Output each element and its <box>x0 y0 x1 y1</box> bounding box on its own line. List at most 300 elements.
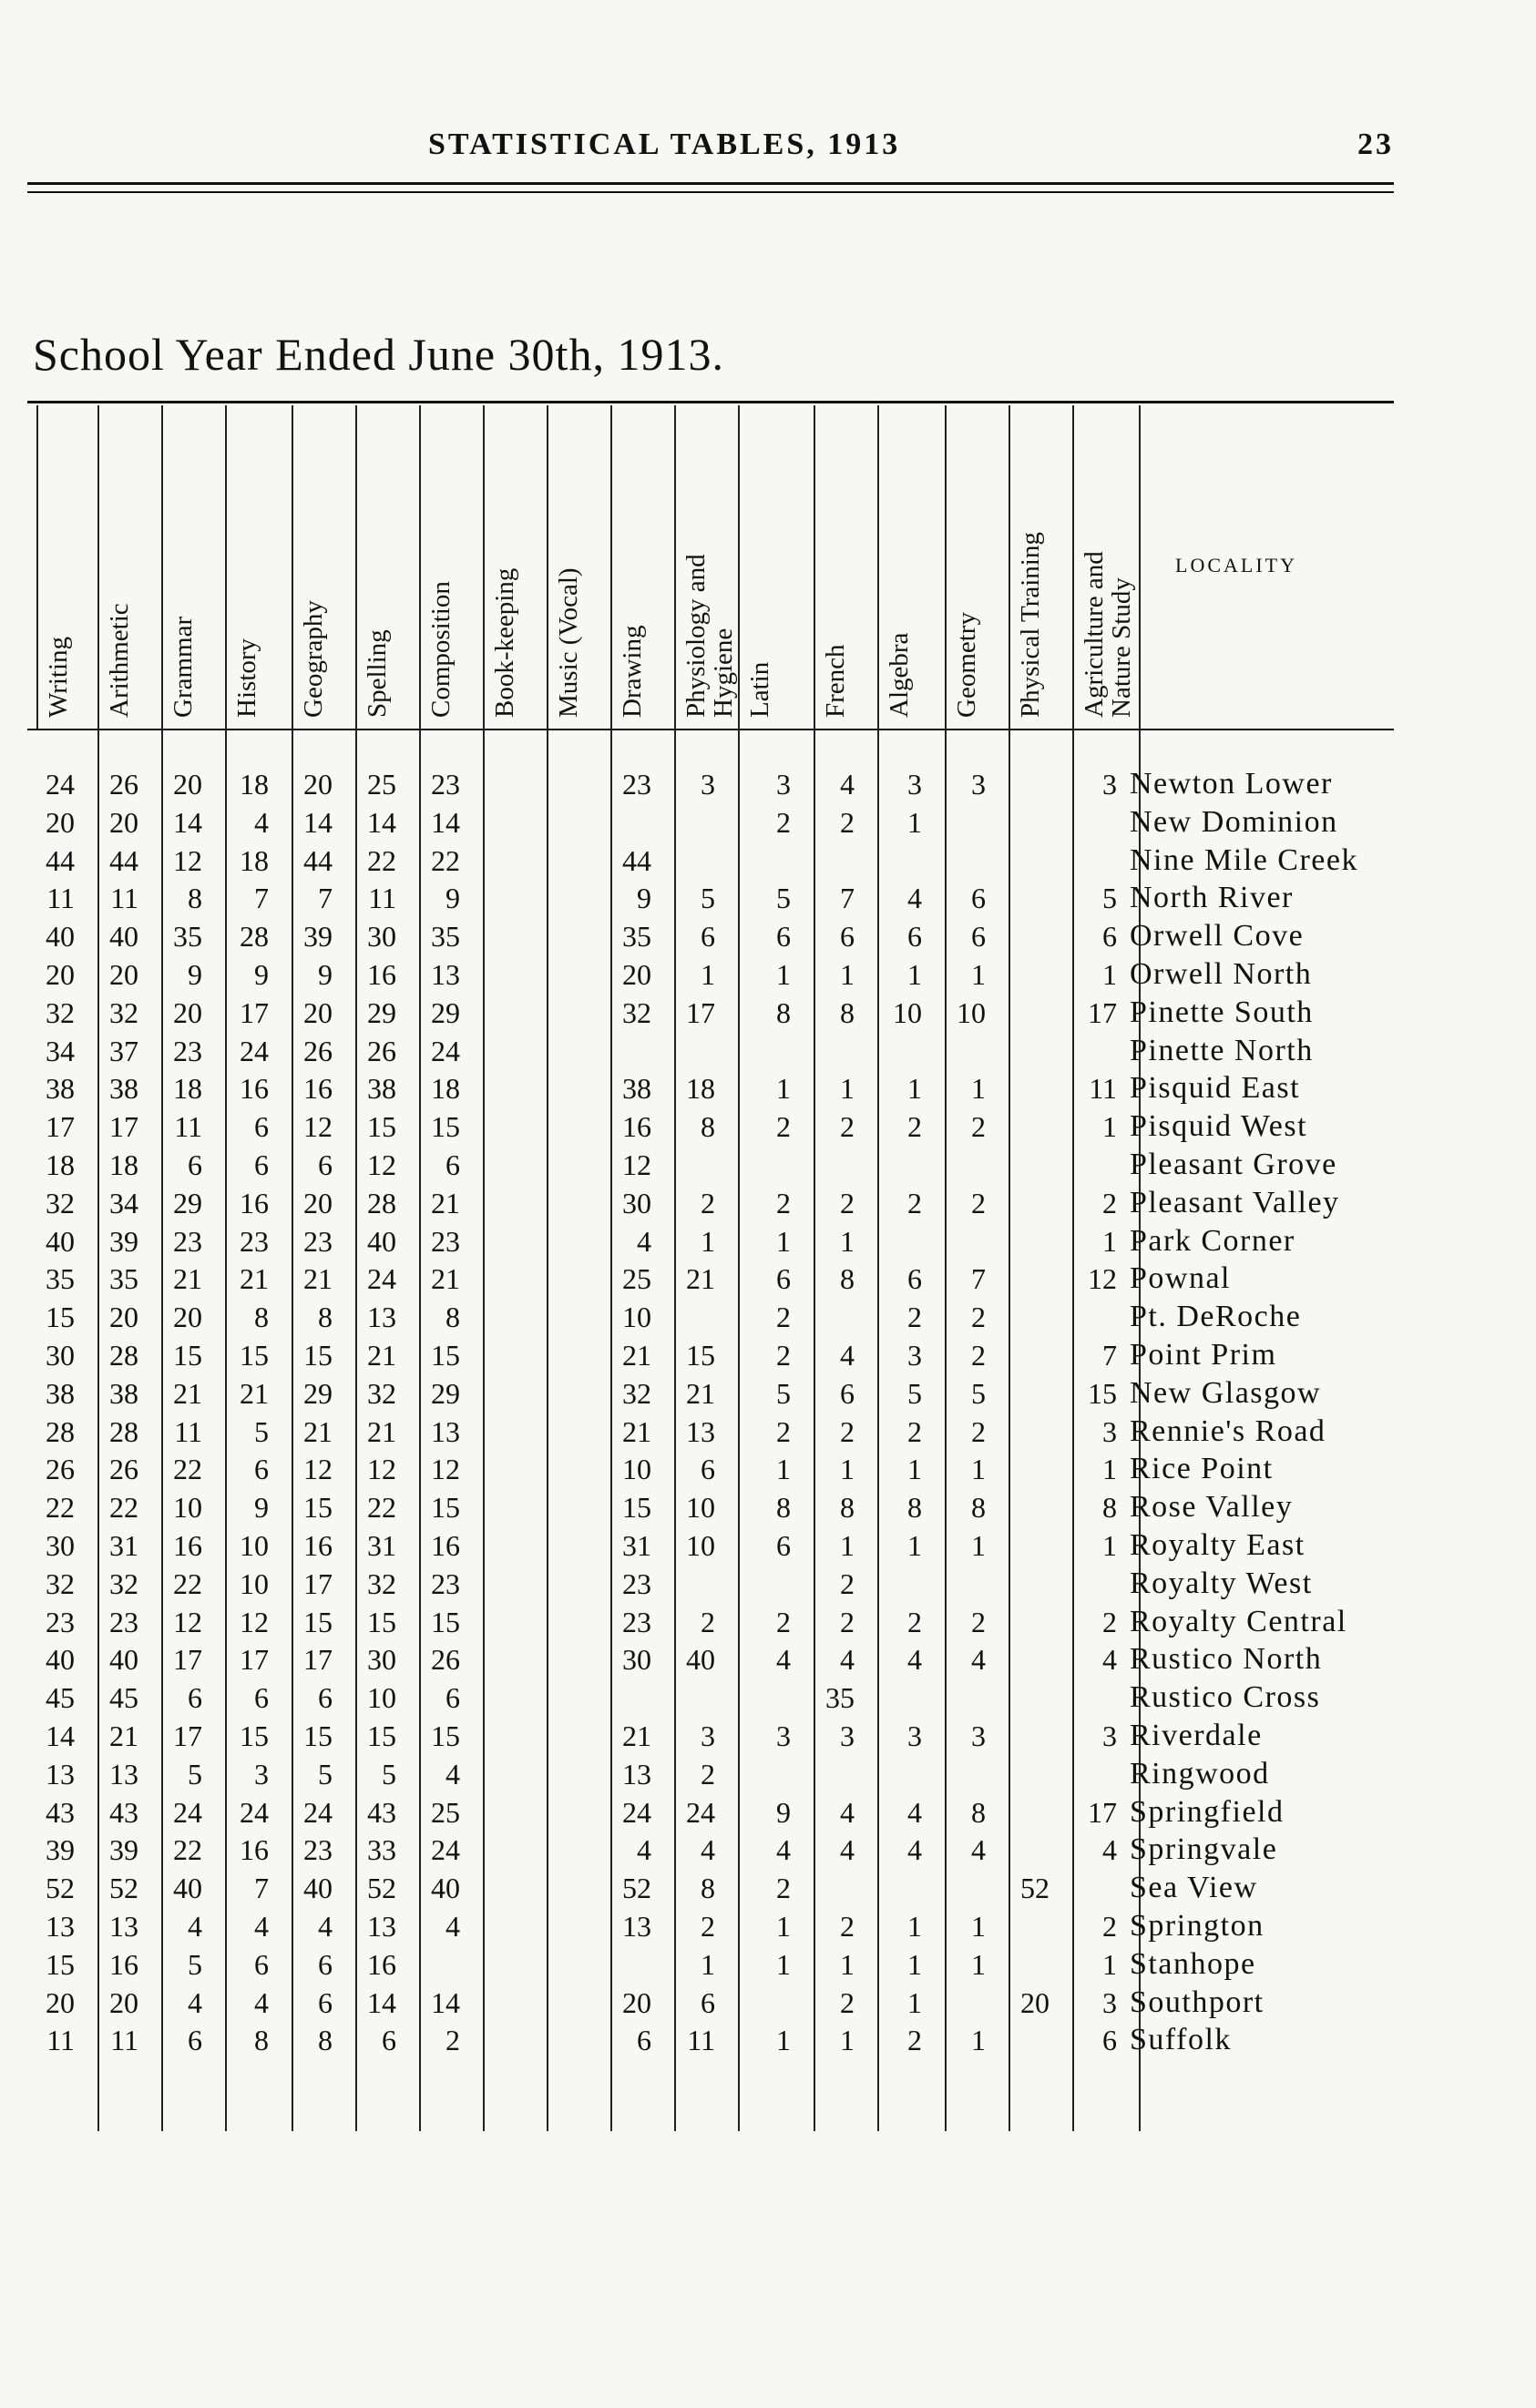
table-cell: 21 <box>303 1262 333 1296</box>
table-cell: 38 <box>46 1072 75 1106</box>
table-cell <box>537 1298 588 1336</box>
locality-name: New Glasgow <box>1130 1375 1322 1410</box>
table-cell: 17 <box>173 1719 202 1752</box>
table-cell <box>998 1755 1050 1793</box>
table-cell: 30 <box>46 1339 75 1372</box>
table-cell: 17 <box>173 1643 202 1677</box>
table-cell: 6 <box>254 1681 269 1715</box>
table-cell: 1 <box>1102 1224 1117 1258</box>
table-cell: 15 <box>367 1719 396 1752</box>
table-cell: 18 <box>240 843 269 877</box>
table-cell <box>664 1298 715 1336</box>
table-cell <box>473 1869 524 1907</box>
column-header: History <box>232 638 261 718</box>
table-cell: 3 <box>776 768 791 801</box>
table-cell: 4 <box>907 882 922 915</box>
column-header: Arithmetic <box>105 603 134 718</box>
table-cell: 13 <box>46 1757 75 1791</box>
table-cell <box>473 1678 524 1717</box>
table-cell <box>1066 1146 1117 1184</box>
locality-name: Rustico North <box>1130 1642 1323 1677</box>
table-cell <box>537 1565 588 1603</box>
table-cell <box>998 1260 1050 1298</box>
table-cell: 4 <box>971 1833 986 1867</box>
table-cell: 1 <box>1102 1110 1117 1144</box>
table-cell: 21 <box>367 1339 396 1372</box>
table-cell: 30 <box>622 1186 651 1219</box>
table-cell: 5 <box>382 1757 396 1791</box>
table-cell: 10 <box>893 995 922 1029</box>
table-cell <box>935 1984 986 2022</box>
table-cell: 52 <box>1020 1872 1050 1905</box>
table-cell: 14 <box>367 805 396 839</box>
table-cell: 30 <box>46 1529 75 1562</box>
table-cell: 4 <box>637 1833 651 1867</box>
table-cell: 4 <box>254 1985 269 2019</box>
table-cell: 35 <box>46 1262 75 1296</box>
table-cell: 23 <box>303 1224 333 1258</box>
table-cell: 1 <box>907 1072 922 1106</box>
table-cell: 2 <box>907 2024 922 2057</box>
table-cell <box>409 1945 460 1984</box>
table-cell: 2 <box>445 2024 460 2057</box>
table-cell: 2 <box>907 1301 922 1334</box>
table-cell: 44 <box>622 843 651 877</box>
table-cell <box>537 1450 588 1488</box>
table-cell: 6 <box>445 1681 460 1715</box>
table-cell <box>871 1869 922 1907</box>
table-cell <box>664 842 715 880</box>
table-cell: 16 <box>109 1947 138 1981</box>
table-cell: 1 <box>840 1947 855 1981</box>
table-cell: 1 <box>776 1224 791 1258</box>
table-cell <box>600 1032 651 1070</box>
table-cell: 32 <box>367 1566 396 1600</box>
table-cell: 32 <box>46 995 75 1029</box>
locality-name: Pownal <box>1130 1261 1231 1296</box>
table-cell: 16 <box>240 1833 269 1867</box>
table-cell <box>537 1984 588 2022</box>
table-cell: 23 <box>109 1605 138 1638</box>
column-rule <box>36 405 38 729</box>
table-cell: 4 <box>1102 1643 1117 1677</box>
table-cell: 34 <box>46 1034 75 1067</box>
table-cell: 2 <box>776 1414 791 1448</box>
table-cell: 7 <box>254 1872 269 1905</box>
table-cell: 12 <box>1088 1262 1117 1296</box>
locality-name: Pinette North <box>1130 1033 1314 1067</box>
table-cell: 20 <box>109 805 138 839</box>
table-cell <box>998 1945 1050 1984</box>
column-header: Composition <box>426 581 456 718</box>
table-cell: 16 <box>240 1186 269 1219</box>
table-cell <box>600 1945 651 1984</box>
table-cell: 26 <box>109 1453 138 1486</box>
table-cell: 52 <box>622 1872 651 1905</box>
table-cell: 16 <box>367 1947 396 1981</box>
table-cell: 15 <box>303 1719 333 1752</box>
table-cell: 20 <box>173 1301 202 1334</box>
table-cell: 11 <box>1089 1072 1117 1106</box>
table-cell: 5 <box>907 1376 922 1410</box>
table-cell: 15 <box>431 1491 460 1525</box>
table-cell: 2 <box>907 1110 922 1144</box>
table-cell: 15 <box>431 1110 460 1144</box>
table-cell: 25 <box>431 1795 460 1829</box>
table-cell: 2 <box>840 1186 855 1219</box>
table-cell: 21 <box>622 1339 651 1372</box>
table-cell: 28 <box>240 920 269 954</box>
table-cell: 10 <box>173 1491 202 1525</box>
table-cell: 2 <box>971 1339 986 1372</box>
column-header: Nature Study <box>1107 577 1136 718</box>
table-cell: 32 <box>109 995 138 1029</box>
table-cell: 2 <box>840 1566 855 1600</box>
table-cell: 13 <box>367 1910 396 1943</box>
table-cell: 35 <box>622 920 651 954</box>
column-header: Spelling <box>363 629 392 718</box>
table-cell <box>664 803 715 842</box>
table-cell: 22 <box>173 1833 202 1867</box>
table-cell <box>664 1565 715 1603</box>
table-cell: 17 <box>46 1110 75 1144</box>
locality-name: Southport <box>1130 1985 1265 2019</box>
table-cell: 35 <box>825 1681 855 1715</box>
locality-name: Pisquid West <box>1130 1109 1308 1144</box>
table-cell: 9 <box>445 882 460 915</box>
table-cell <box>473 1298 524 1336</box>
table-cell <box>998 1678 1050 1717</box>
table-cell <box>473 917 524 955</box>
table-cell <box>740 1678 791 1717</box>
table-cell: 12 <box>367 1453 396 1486</box>
table-cell: 17 <box>1088 1795 1117 1829</box>
table-cell: 20 <box>173 768 202 801</box>
table-cell: 5 <box>776 1376 791 1410</box>
table-cell: 6 <box>701 1453 715 1486</box>
table-cell: 15 <box>173 1339 202 1372</box>
table-cell <box>935 1869 986 1907</box>
table-cell <box>871 1222 922 1260</box>
table-cell: 20 <box>109 1985 138 2019</box>
header-rule-thin <box>27 191 1394 193</box>
table-cell: 6 <box>318 1947 333 1981</box>
table-cell <box>473 1336 524 1374</box>
table-cell: 1 <box>776 1910 791 1943</box>
table-cell: 2 <box>776 1186 791 1219</box>
table-cell: 4 <box>637 1224 651 1258</box>
table-cell <box>537 1184 588 1222</box>
table-cell: 16 <box>622 1110 651 1144</box>
locality-name: North River <box>1130 881 1294 915</box>
table-cell: 6 <box>840 920 855 954</box>
table-cell <box>998 1184 1050 1222</box>
table-cell: 39 <box>46 1833 75 1867</box>
table-cell: 14 <box>431 1985 460 2019</box>
table-cell: 24 <box>622 1795 651 1829</box>
table-cell: 15 <box>431 1605 460 1638</box>
table-cell: 45 <box>46 1681 75 1715</box>
table-cell: 40 <box>686 1643 715 1677</box>
table-cell: 5 <box>1102 882 1117 915</box>
table-cell <box>998 1450 1050 1488</box>
table-cell: 34 <box>109 1186 138 1219</box>
table-cell: 31 <box>622 1529 651 1562</box>
table-cell <box>998 1488 1050 1526</box>
table-cell <box>600 1678 651 1717</box>
table-cell <box>537 1907 588 1945</box>
table-cell <box>473 1945 524 1984</box>
table-cell: 13 <box>46 1910 75 1943</box>
locality-name: Springton <box>1130 1909 1265 1943</box>
table-cell <box>998 1107 1050 1146</box>
table-cell: 17 <box>686 995 715 1029</box>
table-cell: 14 <box>46 1719 75 1752</box>
locality-name: Royalty Central <box>1130 1604 1347 1638</box>
table-cell <box>473 1831 524 1869</box>
table-cell: 1 <box>840 2024 855 2057</box>
table-cell <box>537 955 588 994</box>
table-cell: 2 <box>840 1910 855 1943</box>
table-cell <box>998 1374 1050 1413</box>
table-cell: 2 <box>971 1605 986 1638</box>
table-cell: 38 <box>367 1072 396 1106</box>
table-cell <box>473 1450 524 1488</box>
table-cell: 13 <box>367 1301 396 1334</box>
table-cell: 23 <box>431 1224 460 1258</box>
table-cell: 23 <box>303 1833 333 1867</box>
table-cell <box>1066 1678 1117 1717</box>
table-cell: 23 <box>622 1566 651 1600</box>
table-cell: 13 <box>109 1757 138 1791</box>
table-cell: 2 <box>1102 1910 1117 1943</box>
table-cell: 2 <box>971 1186 986 1219</box>
header-rule <box>27 182 1394 185</box>
table-cell <box>935 1565 986 1603</box>
table-cell: 23 <box>173 1034 202 1067</box>
table-cell: 39 <box>109 1833 138 1867</box>
table-cell: 15 <box>240 1719 269 1752</box>
table-cell: 15 <box>1088 1376 1117 1410</box>
table-cell: 22 <box>109 1491 138 1525</box>
table-cell: 11 <box>174 1414 202 1448</box>
locality-name: Springvale <box>1130 1832 1278 1867</box>
table-cell: 8 <box>254 1301 269 1334</box>
table-cell: 15 <box>46 1301 75 1334</box>
table-cell <box>473 1222 524 1260</box>
table-cell: 1 <box>776 2024 791 2057</box>
table-cell: 8 <box>701 1110 715 1144</box>
table-cell: 1 <box>840 1453 855 1486</box>
table-cell: 15 <box>367 1605 396 1638</box>
column-header: Book-keeping <box>490 567 519 718</box>
table-cell: 24 <box>367 1262 396 1296</box>
table-cell: 13 <box>622 1910 651 1943</box>
table-cell <box>804 1032 855 1070</box>
table-cell <box>998 917 1050 955</box>
table-cell: 14 <box>367 1985 396 2019</box>
table-cell: 32 <box>367 1376 396 1410</box>
table-cell <box>935 803 986 842</box>
table-cell <box>935 1146 986 1184</box>
table-cell <box>537 765 588 803</box>
table-cell: 1 <box>840 1224 855 1258</box>
table-cell: 18 <box>431 1072 460 1106</box>
table-cell <box>998 879 1050 917</box>
table-cell <box>804 1755 855 1793</box>
table-cell <box>998 1146 1050 1184</box>
table-cell <box>537 1107 588 1146</box>
table-cell: 31 <box>367 1529 396 1562</box>
locality-name: Point Prim <box>1130 1338 1277 1372</box>
table-cell: 10 <box>622 1301 651 1334</box>
table-cell: 4 <box>254 805 269 839</box>
table-cell <box>664 1146 715 1184</box>
table-cell: 2 <box>971 1301 986 1334</box>
table-cell: 15 <box>303 1491 333 1525</box>
table-cell <box>871 1032 922 1070</box>
table-cell: 10 <box>622 1453 651 1486</box>
table-cell: 4 <box>445 1757 460 1791</box>
table-cell: 38 <box>622 1072 651 1106</box>
column-header: Physical Training <box>1016 532 1045 718</box>
table-cell: 21 <box>622 1414 651 1448</box>
table-cell: 16 <box>303 1529 333 1562</box>
table-cell: 21 <box>173 1262 202 1296</box>
table-cell: 22 <box>367 843 396 877</box>
locality-name: Pt. DeRoche <box>1130 1300 1302 1334</box>
table-cell <box>537 1374 588 1413</box>
table-cell: 3 <box>907 1339 922 1372</box>
table-cell: 30 <box>367 1643 396 1677</box>
table-cell: 21 <box>240 1376 269 1410</box>
table-cell: 40 <box>46 1643 75 1677</box>
table-cell: 11 <box>110 2024 138 2057</box>
table-cell: 26 <box>109 768 138 801</box>
table-cell: 21 <box>686 1262 715 1296</box>
table-cell: 8 <box>840 1262 855 1296</box>
table-cell: 14 <box>431 805 460 839</box>
column-header: Geometry <box>952 612 981 718</box>
table-cell: 11 <box>368 882 396 915</box>
table-cell: 2 <box>1102 1605 1117 1638</box>
table-cell: 17 <box>303 1566 333 1600</box>
table-cell <box>537 1260 588 1298</box>
table-cell: 38 <box>109 1072 138 1106</box>
table-cell: 6 <box>776 920 791 954</box>
table-cell: 29 <box>303 1376 333 1410</box>
table-cell: 14 <box>173 805 202 839</box>
table-cell: 10 <box>686 1529 715 1562</box>
table-cell: 13 <box>622 1757 651 1791</box>
table-cell <box>871 1146 922 1184</box>
table-cell: 6 <box>701 1985 715 2019</box>
table-cell: 10 <box>240 1566 269 1600</box>
table-cell <box>804 842 855 880</box>
table-cell: 15 <box>686 1339 715 1372</box>
table-cell <box>473 1793 524 1832</box>
table-cell: 26 <box>303 1034 333 1067</box>
table-cell: 7 <box>254 882 269 915</box>
table-cell: 14 <box>303 805 333 839</box>
table-cell: 6 <box>907 920 922 954</box>
table-cell: 40 <box>431 1872 460 1905</box>
table-cell: 6 <box>318 1681 333 1715</box>
table-cell <box>1066 1032 1117 1070</box>
locality-name: Pleasant Valley <box>1130 1185 1340 1219</box>
table-cell: 1 <box>840 1072 855 1106</box>
table-cell: 21 <box>240 1262 269 1296</box>
table-cell <box>537 1413 588 1451</box>
table-cell: 3 <box>1102 1414 1117 1448</box>
table-cell <box>804 1146 855 1184</box>
table-cell: 5 <box>254 1414 269 1448</box>
table-cell: 8 <box>776 1491 791 1525</box>
table-cell: 29 <box>431 995 460 1029</box>
table-cell: 40 <box>46 920 75 954</box>
table-cell: 1 <box>1102 958 1117 991</box>
table-cell: 6 <box>188 1148 202 1181</box>
table-cell <box>473 1260 524 1298</box>
table-cell: 6 <box>840 1376 855 1410</box>
locality-name: Sea View <box>1130 1871 1258 1905</box>
table-cell: 13 <box>431 1414 460 1448</box>
table-cell <box>740 1984 791 2022</box>
table-cell: 1 <box>701 1224 715 1258</box>
table-cell: 43 <box>109 1795 138 1829</box>
table-cell: 9 <box>776 1795 791 1829</box>
table-cell: 40 <box>173 1872 202 1905</box>
table-cell: 5 <box>701 882 715 915</box>
table-cell: 1 <box>907 805 922 839</box>
table-cell: 31 <box>109 1529 138 1562</box>
table-cell: 6 <box>382 2024 396 2057</box>
page-number: 23 <box>1357 128 1394 161</box>
table-cell: 6 <box>776 1529 791 1562</box>
table-cell <box>740 1755 791 1793</box>
table-cell <box>998 994 1050 1032</box>
table-cell: 1 <box>907 958 922 991</box>
table-cell <box>537 917 588 955</box>
table-cell: 2 <box>907 1186 922 1219</box>
table-cell: 24 <box>240 1034 269 1067</box>
table-cell: 7 <box>318 882 333 915</box>
table-cell: 20 <box>1020 1985 1050 2019</box>
table-cell: 11 <box>110 882 138 915</box>
table-cell: 12 <box>173 843 202 877</box>
table-cell <box>998 1793 1050 1832</box>
table-cell <box>935 842 986 880</box>
table-top-rule <box>27 401 1394 403</box>
table-cell: 20 <box>46 805 75 839</box>
table-cell: 9 <box>637 882 651 915</box>
table-cell: 12 <box>240 1605 269 1638</box>
table-cell: 2 <box>840 1985 855 2019</box>
table-cell: 4 <box>701 1833 715 1867</box>
table-cell: 15 <box>431 1339 460 1372</box>
table-cell: 9 <box>254 958 269 991</box>
table-cell: 1 <box>971 2024 986 2057</box>
table-cell: 28 <box>109 1414 138 1448</box>
table-cell: 2 <box>701 1910 715 1943</box>
table-cell: 18 <box>686 1072 715 1106</box>
table-cell <box>1066 842 1117 880</box>
locality-name: Pinette South <box>1130 995 1314 1029</box>
table-cell: 1 <box>971 958 986 991</box>
table-cell: 25 <box>622 1262 651 1296</box>
table-cell <box>473 1565 524 1603</box>
table-cell: 4 <box>840 1643 855 1677</box>
